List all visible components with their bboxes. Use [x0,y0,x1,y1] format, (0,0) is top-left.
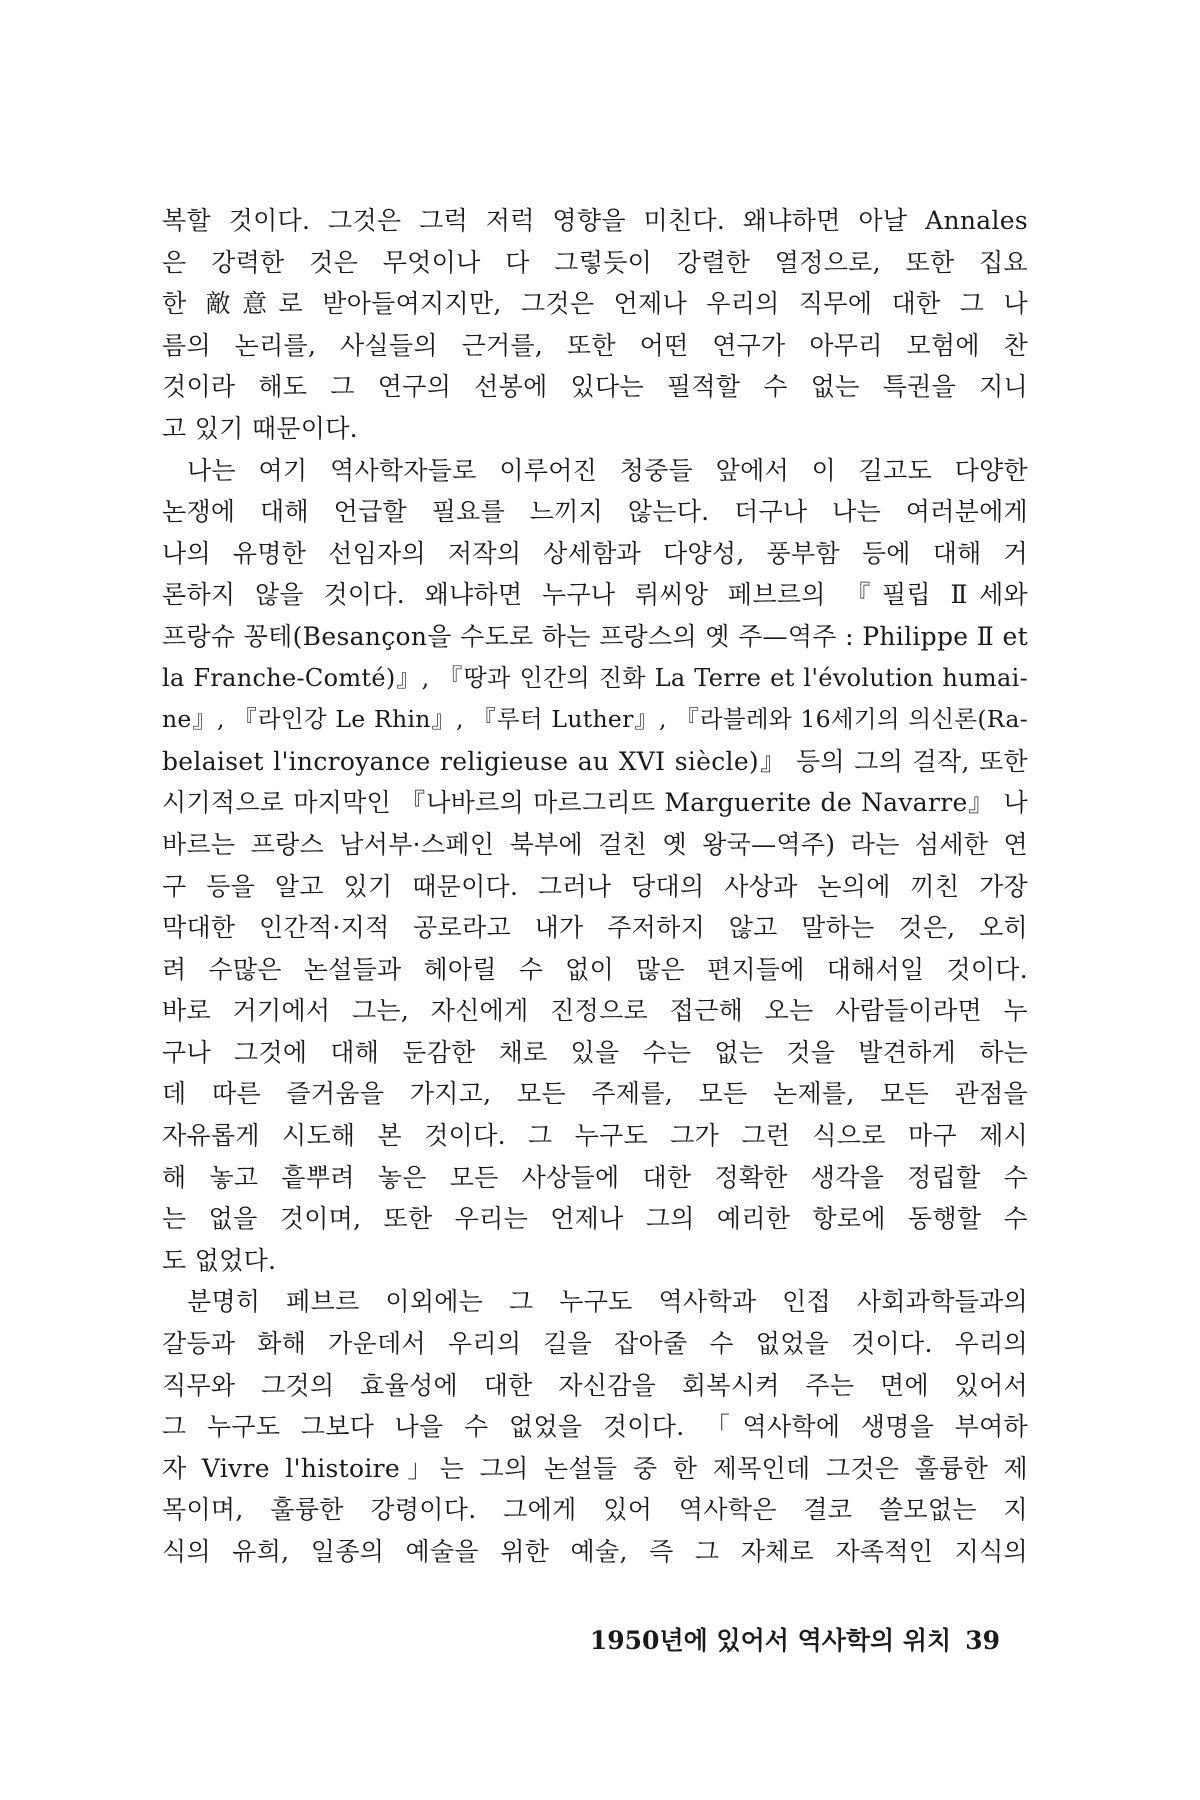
text-line: 론하지 않을 것이다. 왜냐하면 누구나 뤼씨앙 페브르의 『필립 Ⅱ세와 [162,580,1028,610]
text-line: 프랑슈 꽁테(Besançon을 수도로 하는 프랑스의 옛 주—역주 : Philippe Ⅱ et [162,621,1028,651]
text-line: 분명히 페브르 이외에는 그 누구도 역사학과 인접 사회과학들과의 [187,1287,1028,1317]
text-line: 식의 유희, 일종의 예술을 위한 예술, 즉 그 자체로 자족적인 지식의 [162,1537,1028,1566]
text-line: 것이라 해도 그 연구의 선봉에 있다는 필적할 수 없는 특권을 지니 [162,372,1028,402]
text-line: 구나 그것에 대해 둔감한 채로 있을 수는 없는 것을 발견하게 하는 [162,1037,1028,1067]
text-line: la Franche-Comté)』, 『땅과 인간의 진화 La Terre et l'évolution humai- [162,663,1028,692]
text-line: 은 강력한 것은 무엇이나 다 그렇듯이 강렬한 열정으로, 또한 집요 [162,247,1028,277]
text-line: 복할 것이다. 그것은 그럭 저럭 영향을 미친다. 왜냐하면 아날 Annales [162,206,1028,235]
text-line: 목이며, 훌륭한 강령이다. 그에게 있어 역사학은 결코 쓸모없는 지 [162,1495,1028,1525]
text-line: belaiset l'incroyance religieuse au XVI siècle)』 등의 그의 걸작, 또한 [162,746,1028,776]
text-line: 바르는 프랑스 남서부·스페인 북부에 걸친 옛 왕국—역주) 라는 섬세한 연 [162,829,1028,859]
text-line: 그 누구도 그보다 나을 수 없었을 것이다. 「역사학에 생명을 부여하 [162,1412,1028,1442]
text-line: 나는 여기 역사학자들로 이루어진 청중들 앞에서 이 길고도 다양한 [187,455,1028,485]
text-line: 막대한 인간적·지적 공로라고 내가 주저하지 않고 말하는 것은, 오히 [162,913,1028,943]
text-line: 갈등과 화해 가운데서 우리의 길을 잡아줄 수 없었을 것이다. 우리의 [162,1329,1028,1359]
body-text [162,200,1028,1573]
text-line: 려 수많은 논설들과 헤아릴 수 없이 많은 편지들에 대해서일 것이다. [162,954,1028,984]
text-line: ne』, 『라인강 Le Rhin』, 『루터 Luther』, 『라블레와 16세기의 의신론(Ra- [162,705,1028,734]
text-line: 한 敵意로 받아들여지지만, 그것은 언제나 우리의 직무에 대한 그 나 [162,289,1028,319]
page-number: 39 [965,1626,1000,1655]
text-line: 나의 유명한 선임자의 저작의 상세함과 다양성, 풍부함 등에 대해 거 [162,538,1028,568]
text-line: 논쟁에 대해 언급할 필요를 느끼지 않는다. 더구나 나는 여러분에게 [162,497,1028,527]
text-line: 름의 논리를, 사실들의 근거를, 또한 어떤 연구가 아무리 모험에 찬 [162,330,1028,360]
text-line: 시기적으로 마지막인 『나바르의 마르그리뜨 Marguerite de Navarre』 나 [162,788,1028,818]
text-line: 자 Vivre l'histoire」는 그의 논설들 중 한 제목인데 그것은 훌륭한 제 [162,1453,1028,1483]
running-title: 1950년에 있어서 역사학의 위치 [589,1626,952,1655]
text-line: 자유롭게 시도해 본 것이다. 그 누구도 그가 그런 식으로 마구 제시 [162,1121,1028,1151]
text-line: 해 놓고 흩뿌려 놓은 모든 사상들에 대한 정확한 생각을 정립할 수 [162,1162,1028,1192]
text-line: 고 있기 때문이다. [162,413,358,443]
text-line: 는 없을 것이며, 또한 우리는 언제나 그의 예리한 항로에 동행할 수 [162,1204,1028,1234]
text-line: 직무와 그것의 효율성에 대한 자신감을 회복시켜 주는 면에 있어서 [162,1370,1028,1400]
text-line: 구 등을 알고 있기 때문이다. 그러나 당대의 사상과 논의에 끼친 가장 [162,871,1028,901]
text-line: 데 따른 즐거움을 가지고, 모든 주제를, 모든 논제를, 모든 관점을 [162,1079,1028,1109]
text-line: 도 없었다. [162,1245,277,1275]
text-line: 바로 거기에서 그는, 자신에게 진정으로 접근해 오는 사람들이라면 누 [162,996,1028,1026]
page-footer [540,1626,1000,1656]
